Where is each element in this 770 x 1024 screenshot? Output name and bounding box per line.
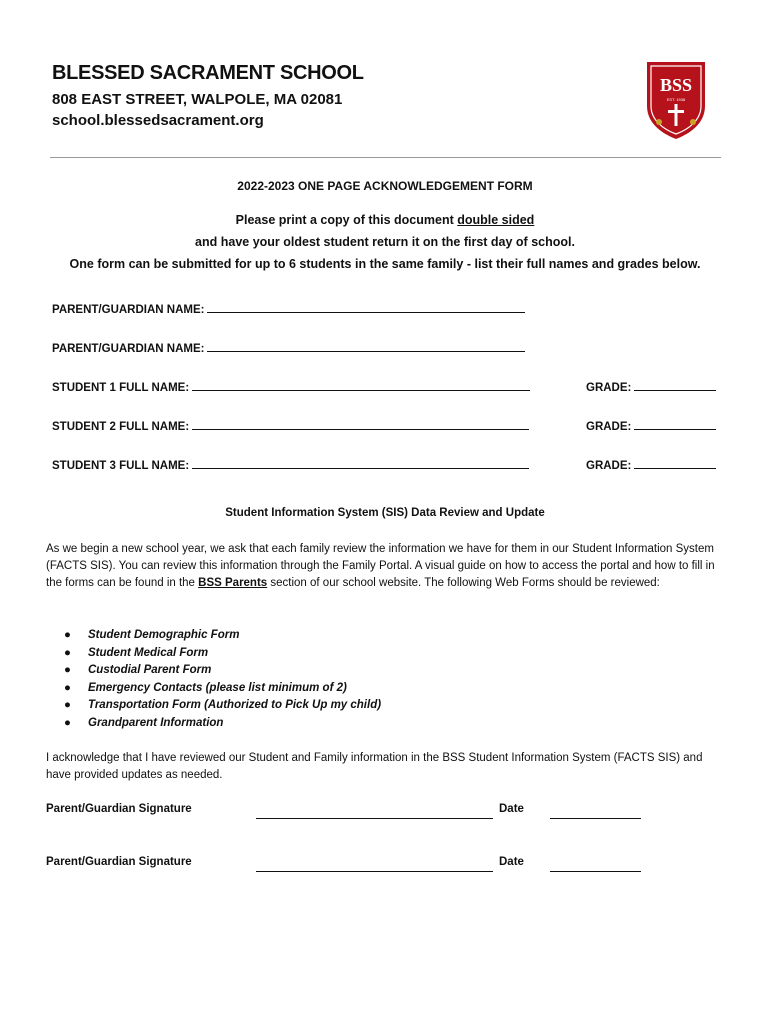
sis-para-text: As we begin a new school year, we ask that each family review the information we have for them in our Student Information System (FACTS SIS). You can review this information through the Family Portal. A visual guide on how to access the portal and how to fill in the forms can be found in the [46, 543, 715, 589]
header-divider [50, 157, 721, 158]
list-item [64, 697, 381, 715]
list-item [64, 662, 381, 680]
bss-parents-link[interactable]: BSS Parents [198, 577, 268, 589]
student2-grade-field [586, 419, 716, 433]
student3-grade-input-line[interactable] [634, 458, 716, 469]
logo-subtext: EST. 1938 [666, 97, 686, 102]
student3-grade-field [586, 458, 716, 472]
form-title: 2022-2023 ONE PAGE ACKNOWLEDGEMENT FORM [237, 179, 533, 193]
bullet-icon: ● [64, 629, 71, 641]
signature1-label: Parent/Guardian Signature [46, 803, 192, 815]
form-name: Student Medical Form [88, 646, 209, 659]
student1-grade-field [586, 380, 716, 394]
list-item [64, 627, 381, 645]
instruction-line-2: and have your oldest student return it on the first day of school. [195, 235, 575, 249]
bullet-icon: ● [64, 664, 71, 676]
student1-input-line[interactable] [192, 380, 530, 391]
grade-label: GRADE: [586, 421, 632, 433]
instruction-line-3: One form can be submitted for up to 6 students in the same family - list their full names and grades below. [69, 257, 701, 271]
student1-grade-input-line[interactable] [634, 380, 716, 391]
list-item [64, 645, 381, 663]
parent1-input-line[interactable] [207, 302, 525, 313]
date2-line[interactable] [550, 858, 641, 872]
parent2-input-line[interactable] [207, 341, 525, 352]
signature1-line[interactable] [256, 805, 493, 819]
instruction-line-1 [0, 213, 770, 227]
parent1-field [52, 302, 525, 316]
acknowledgement-statement: I acknowledge that I have reviewed our Student and Family information in the BSS Student Information System (FACTS SIS) and have provided updates as needed. [46, 752, 703, 781]
bullet-icon: ● [64, 699, 71, 711]
form-name: Grandparent Information [88, 716, 224, 729]
bullet-icon: ● [64, 646, 71, 659]
sis-section-title: Student Information System (SIS) Data Review and Update [225, 507, 545, 519]
student2-input-line[interactable] [192, 419, 529, 430]
date1-label: Date [499, 803, 524, 815]
student2-field [52, 419, 529, 433]
student3-label: STUDENT 3 FULL NAME: [52, 460, 190, 472]
student2-label: STUDENT 2 FULL NAME: [52, 421, 190, 433]
form-name: Student Demographic Form [88, 629, 240, 641]
school-address: 808 EAST STREET, WALPOLE, MA 02081 [52, 91, 343, 108]
form-name: Custodial Parent Form [88, 664, 212, 676]
date1-line[interactable] [550, 805, 641, 819]
parent2-label: PARENT/GUARDIAN NAME: [52, 343, 205, 355]
grade-label: GRADE: [586, 460, 632, 472]
sis-instructions-paragraph [46, 541, 726, 592]
bullet-icon: ● [64, 716, 71, 729]
list-item [64, 715, 381, 733]
web-forms-list [64, 627, 381, 732]
signature2-label: Parent/Guardian Signature [46, 856, 192, 868]
logo-text: BSS [659, 75, 693, 95]
form-name: Emergency Contacts (please list minimum of 2) [88, 681, 347, 694]
student1-field [52, 380, 530, 394]
list-item [64, 680, 381, 698]
sis-para-text-end: section of our school website. The following Web Forms should be reviewed: [267, 577, 660, 589]
double-sided-emphasis: double sided [457, 213, 535, 227]
form-name: Transportation Form (Authorized to Pick Up my child) [88, 699, 382, 711]
date2-label: Date [499, 856, 524, 868]
parent2-field [52, 341, 525, 355]
signature2-line[interactable] [256, 858, 493, 872]
school-name: BLESSED SACRAMENT SCHOOL [52, 62, 364, 84]
school-crest-logo [645, 60, 707, 140]
instruction-line-1-text: Please print a copy of this document [235, 213, 458, 227]
parent1-label: PARENT/GUARDIAN NAME: [52, 304, 205, 316]
student3-input-line[interactable] [192, 458, 529, 469]
student2-grade-input-line[interactable] [634, 419, 716, 430]
bullet-icon: ● [64, 681, 71, 694]
grade-label: GRADE: [586, 382, 632, 394]
student3-field [52, 458, 529, 472]
school-website: school.blessedsacrament.org [52, 112, 264, 129]
student1-label: STUDENT 1 FULL NAME: [52, 382, 190, 394]
